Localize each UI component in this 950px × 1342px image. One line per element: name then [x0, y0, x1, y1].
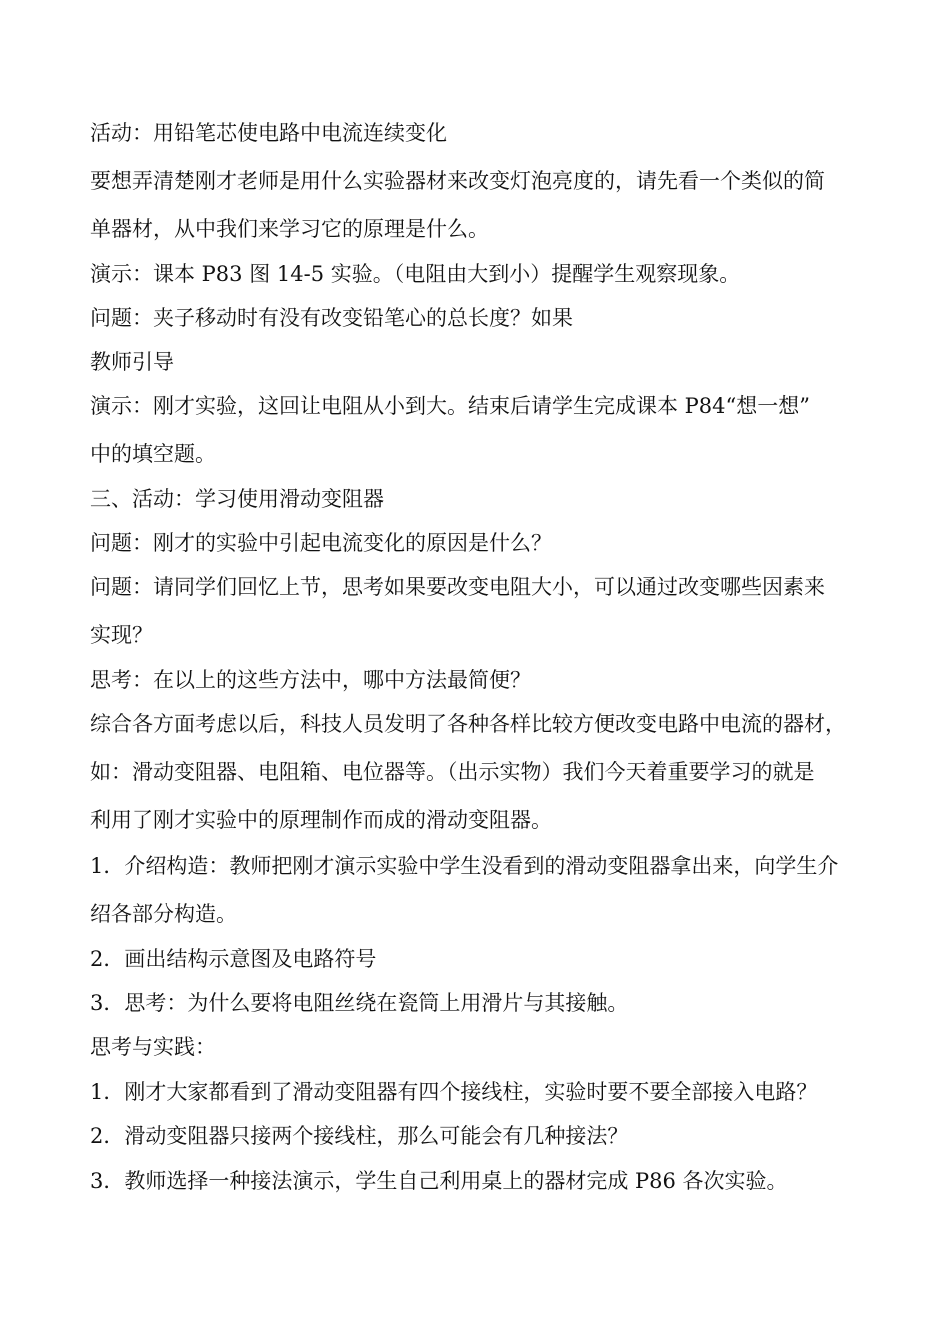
text-line: 教师引导 — [90, 350, 174, 374]
list-item: 2．滑动变阻器只接两个接线柱，那么可能会有几种接法？ — [90, 1124, 629, 1148]
text-line: 问题：刚才的实验中引起电流变化的原因是什么？ — [90, 531, 552, 555]
section-heading: 思考与实践： — [90, 1035, 216, 1059]
text-line: 思考：在以上的这些方法中，哪中方法最简便？ — [90, 668, 531, 692]
text-line: 实现？ — [90, 623, 153, 647]
text-line: 如：滑动变阻器、电阻箱、电位器等。（出示实物）我们今天着重要学习的就是 — [90, 760, 815, 784]
text-line: 单器材，从中我们来学习它的原理是什么。 — [90, 217, 489, 241]
text-line: 中的填空题。 — [90, 442, 216, 466]
list-item: 1．介绍构造：教师把刚才演示实验中学生没看到的滑动变阻器拿出来，向学生介 — [90, 854, 839, 878]
text-line: 要想弄清楚刚才老师是用什么实验器材来改变灯泡亮度的，请先看一个类似的简 — [90, 169, 825, 193]
section-heading: 三、活动：学习使用滑动变阻器 — [90, 487, 384, 511]
text-line: 演示：课本 P83 图 14-5 实验。（电阻由大到小）提醒学生观察现象。 — [90, 262, 741, 286]
list-item: 3．思考：为什么要将电阻丝绕在瓷筒上用滑片与其接触。 — [90, 991, 629, 1015]
text-line: 问题：请同学们回忆上节，思考如果要改变电阻大小，可以通过改变哪些因素来 — [90, 575, 825, 599]
list-item: 1．刚才大家都看到了滑动变阻器有四个接线柱，实验时要不要全部接入电路？ — [90, 1080, 818, 1104]
text-line: 演示：刚才实验，这回让电阻从小到大。结束后请学生完成课本 P84“想一想” — [90, 394, 810, 418]
text-line: 问题：夹子移动时有没有改变铅笔心的总长度？如果 — [90, 306, 573, 330]
list-item: 3．教师选择一种接法演示，学生自己利用桌上的器材完成 P86 各次实验。 — [90, 1169, 788, 1193]
text-line: 活动：用铅笔芯使电路中电流连续变化 — [90, 121, 447, 145]
text-line: 综合各方面考虑以后，科技人员发明了各种各样比较方便改变电路中电流的器材， — [90, 712, 846, 736]
text-line: 绍各部分构造。 — [90, 902, 237, 926]
text-line: 利用了刚才实验中的原理制作而成的滑动变阻器。 — [90, 808, 552, 832]
list-item: 2．画出结构示意图及电路符号 — [90, 947, 377, 971]
